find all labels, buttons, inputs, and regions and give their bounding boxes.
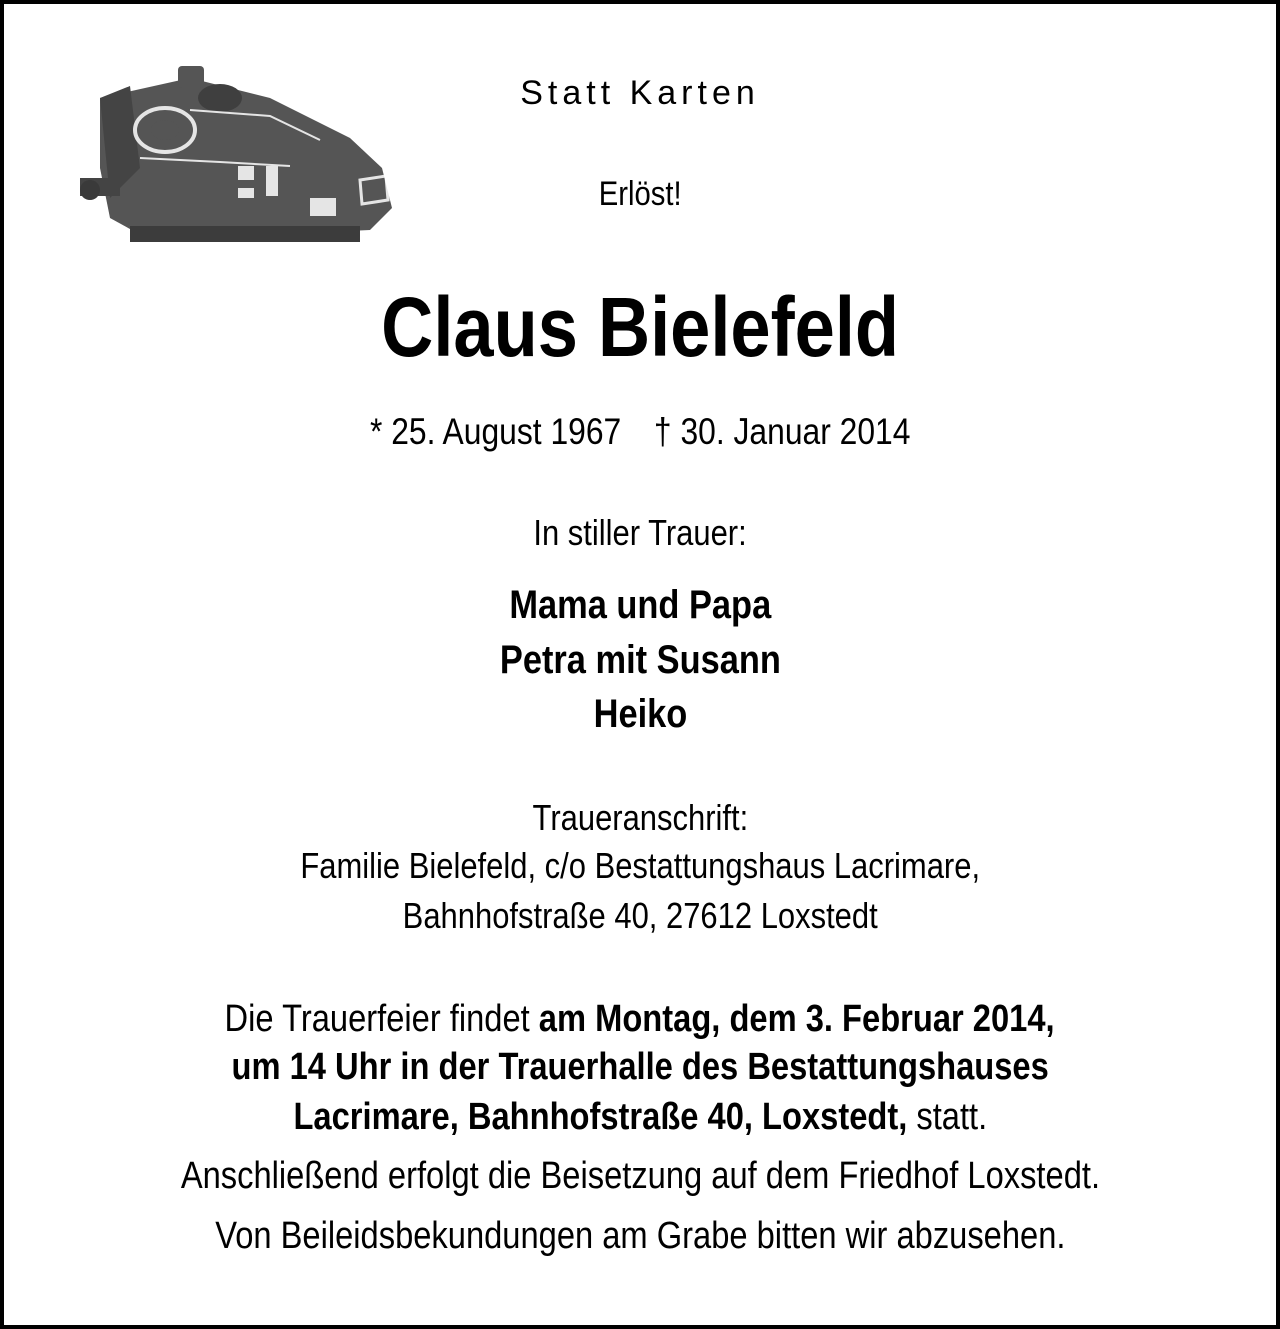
birth-date: * 25. August 1967 bbox=[369, 411, 622, 452]
burial-text: Anschließend erfolgt die Beisetzung auf dem Friedhof Loxstedt. bbox=[180, 1155, 1100, 1197]
service-line-inner bbox=[225, 1000, 1055, 1038]
condolences-line bbox=[0, 1217, 1280, 1255]
service-line bbox=[0, 1000, 1280, 1038]
mourner-name-text: Petra mit Susann bbox=[499, 638, 781, 682]
service-time-place-text: um 14 Uhr in der Trauerhalle des Bestattungshauses bbox=[231, 1046, 1049, 1088]
statt-karten-text: Statt Karten bbox=[520, 74, 760, 112]
address-line bbox=[0, 845, 1280, 886]
service-intro-text: Die Trauerfeier findet bbox=[224, 998, 540, 1040]
address-line-text: Bahnhofstraße 40, 27612 Loxstedt bbox=[402, 895, 878, 936]
service-date-text: am Montag, dem 3. Februar 2014, bbox=[539, 998, 1056, 1040]
relief-exclamation bbox=[0, 177, 1280, 211]
address-label-text: Traueranschrift: bbox=[532, 797, 748, 838]
life-dates bbox=[0, 413, 1280, 450]
mourning-intro-text: In stiller Trauer: bbox=[533, 512, 747, 553]
mourner-name bbox=[0, 694, 1280, 734]
address-label bbox=[0, 797, 1280, 838]
service-line-inner bbox=[293, 1098, 987, 1136]
deceased-name-text: Claus Bielefeld bbox=[381, 280, 899, 374]
notice-heading bbox=[0, 76, 1280, 110]
condolences-text: Von Beileidsbekundungen am Grabe bitten wir abzusehen. bbox=[214, 1215, 1066, 1257]
address-line bbox=[0, 895, 1280, 936]
life-dates-inner bbox=[370, 413, 910, 450]
service-line bbox=[0, 1048, 1280, 1086]
address-line-text: Familie Bielefeld, c/o Bestattungshaus Lacrimare, bbox=[300, 845, 980, 886]
death-date: † 30. Januar 2014 bbox=[653, 411, 911, 452]
mourning-intro bbox=[0, 512, 1280, 553]
service-location-text: Lacrimare, Bahnhofstraße 40, Loxstedt, bbox=[293, 1096, 907, 1138]
mourner-name bbox=[0, 640, 1280, 680]
service-line-inner bbox=[231, 1048, 1048, 1086]
deceased-name bbox=[0, 280, 1280, 374]
service-end-text: statt. bbox=[906, 1096, 987, 1138]
service-line bbox=[0, 1098, 1280, 1136]
mourner-name-text: Mama und Papa bbox=[509, 583, 771, 627]
erloest-text: Erlöst! bbox=[598, 175, 682, 213]
mourner-name bbox=[0, 585, 1280, 625]
mourner-name-text: Heiko bbox=[593, 692, 687, 736]
burial-line bbox=[0, 1157, 1280, 1195]
